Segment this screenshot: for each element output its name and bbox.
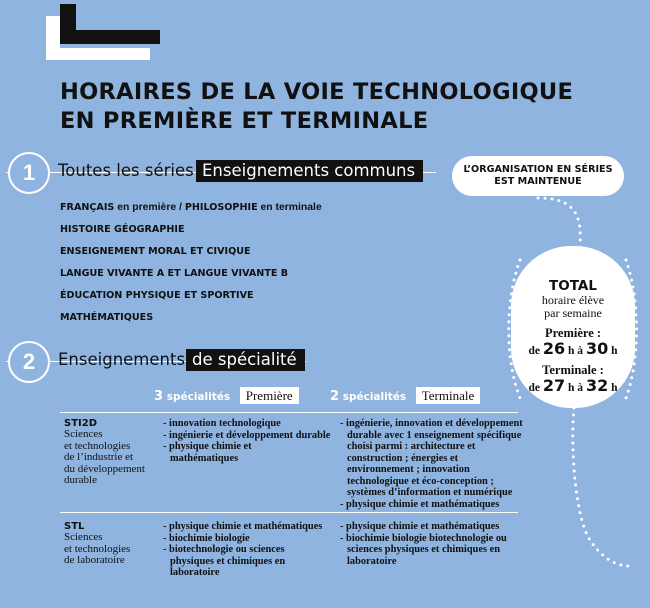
list-item: - ingénierie et développement durable <box>163 429 331 441</box>
stl-terminale-list <box>340 521 516 567</box>
organisation-series-pill <box>452 156 624 196</box>
section-2-number: 2 <box>22 349 36 374</box>
pill-line-1: L’ORGANISATION EN SÉRIES <box>463 164 613 175</box>
total-sub-1: horaire élève <box>541 293 605 307</box>
serie-code: STL <box>64 521 85 532</box>
subject-item: FRANÇAIS en première / PHILOSOPHIE en terminale <box>60 202 322 213</box>
section-1-label: Toutes les séries <box>58 161 194 180</box>
list-item: - physique chimie et mathématiques <box>340 498 500 510</box>
table-row <box>64 521 164 567</box>
total-hours-badge <box>511 246 635 408</box>
list-item: - physique chimie et mathématiques <box>340 521 500 532</box>
total-sub-2: par semaine <box>544 306 602 320</box>
table-rule-top <box>60 412 518 413</box>
sti2d-terminale-list <box>340 418 526 510</box>
section-2-heading-box: de spécialité <box>186 349 305 371</box>
total-premiere-label: Première : <box>544 326 602 340</box>
subject-item: MATHÉMATIQUES <box>60 312 154 323</box>
serie-name: Sciences et technologies de laboratoire <box>64 531 131 566</box>
page-title <box>60 78 640 136</box>
page-title-line-1: HORAIRES DE LA VOIE TECHNOLOGIQUE <box>60 79 574 105</box>
stl-premiere-list <box>163 521 339 579</box>
list-item: - ingénierie, innovation et développement durable avec 1 enseignement spécifique choisi parmi : architecture et construction ; énergies et environnement ; innovation technologique et éco-conception ; systèmes d’information et numérique <box>340 418 523 498</box>
total-title: TOTAL <box>549 278 597 294</box>
subject-item: ÉDUCATION PHYSIQUE ET SPORTIVE <box>60 290 254 301</box>
section-1-number: 1 <box>22 160 36 185</box>
table-row <box>64 418 164 487</box>
list-item: - innovation technologique <box>163 418 281 429</box>
list-item: - physique chimie et mathématiques <box>163 521 323 532</box>
subject-item: LANGUE VIVANTE A ET LANGUE VIVANTE B <box>60 268 289 279</box>
list-item: - biotechnologie ou sciences physiques et chimiques en laboratoire <box>163 544 286 578</box>
total-premiere-range: de 26 h à 30 h <box>528 339 618 358</box>
pill-line-2: EST MAINTENUE <box>494 176 582 187</box>
premiere-column-header: 3 spécialités Première <box>154 388 299 404</box>
section-2-number-badge <box>8 341 50 383</box>
list-item: - biochimie biologie <box>163 532 250 544</box>
section-2-label: Enseignements <box>58 350 186 369</box>
sti2d-premiere-list <box>163 418 333 464</box>
serie-code: STI2D <box>64 418 98 429</box>
table-rule-middle <box>60 512 518 513</box>
total-terminale-range: de 27 h à 32 h <box>528 376 618 395</box>
page-title-line-2: EN PREMIÈRE ET TERMINALE <box>60 108 429 134</box>
list-item: - biochimie biologie biotechnologie ou sciences physiques et chimiques en laboratoire <box>340 532 507 567</box>
section-1-number-badge <box>8 152 50 194</box>
common-subjects-list <box>60 200 322 332</box>
terminale-column-header: 2 spécialités Terminale <box>330 388 480 404</box>
total-terminale-label: Terminale : <box>542 363 604 377</box>
corner-decoration-black <box>60 4 160 44</box>
subject-item: HISTOIRE GÉOGRAPHIE <box>60 224 185 235</box>
subject-item: ENSEIGNEMENT MORAL ET CIVIQUE <box>60 246 251 257</box>
section-1-heading-box: Enseignements communs <box>196 160 423 182</box>
serie-name: Sciences et technologies de l’industrie et du développement durable <box>64 428 145 486</box>
list-item: - physique chimie et mathématiques <box>163 441 252 464</box>
